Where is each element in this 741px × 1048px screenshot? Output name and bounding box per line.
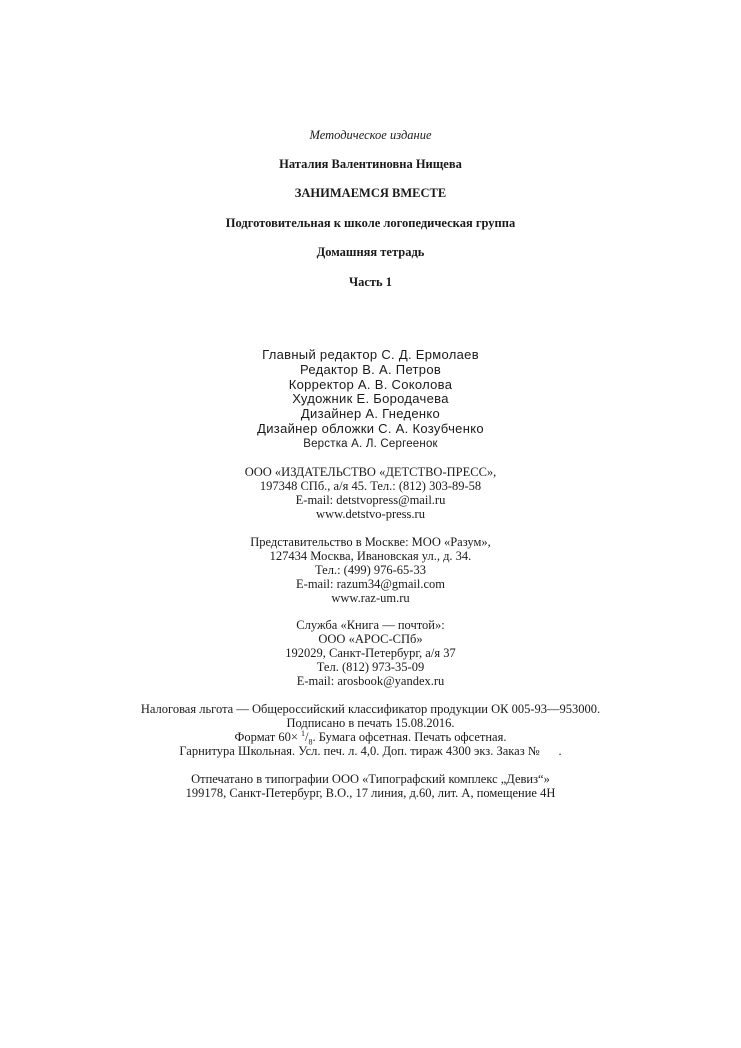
format-line: Формат $60\times ^1/_8$. Бумага офсетная. Печать офсетная. <box>234 728 507 747</box>
notebook-label: Домашняя тетрадь <box>316 245 425 259</box>
typeface-line: Гарнитура Школьная. Усл. печ. л. 4,0. Доп. тираж 4300 экз. Заказ № . <box>179 744 562 758</box>
publisher-website: www.detstvo-press.ru <box>316 507 425 521</box>
moscow-office-line: 127434 Москва, Ивановская ул., д. 34. <box>269 549 472 563</box>
edition-type: Методическое издание <box>309 128 432 142</box>
credit-line: Главный редактор С. Д. Ермолаев <box>262 347 479 362</box>
moscow-office-line: Представительство в Москве: МОО «Разум», <box>250 535 491 549</box>
publisher-line: ООО «ИЗДАТЕЛЬСТВО «ДЕТСТВО-ПРЕСС», <box>244 465 497 479</box>
publisher-line: 197348 СПб., а/я 45. Тел.: (812) 303-89-58 <box>259 479 482 493</box>
tax-exemption: Налоговая льгота — Общероссийский классификатор продукции ОК 005-93—953000. <box>140 702 601 716</box>
mail-service-line: 192029, Санкт-Петербург, а/я 37 <box>285 646 456 660</box>
credit-line: Дизайнер обложки С. А. Козубченко <box>257 421 484 436</box>
format-denominator: 8 <box>308 737 313 747</box>
signed-to-print: Подписано в печать 15.08.2016. <box>286 716 455 730</box>
mail-service-line: Тел. (812) 973-35-09 <box>316 660 425 674</box>
mail-service-line: ООО «АРОС-СПб» <box>318 632 423 646</box>
printing-house: Отпечатано в типографии ООО «Типографский комплекс „Девиз“» <box>191 772 550 786</box>
part-label: Часть 1 <box>348 275 393 289</box>
moscow-office-email: E-mail: razum34@gmail.com <box>296 577 445 591</box>
credit-line: Редактор В. А. Петров <box>299 362 442 377</box>
format-prefix: Формат 60× <box>234 730 298 744</box>
typeface-text: Гарнитура Школьная. Усл. печ. л. 4,0. Доп. тираж 4300 экз. Заказ № <box>179 744 540 758</box>
moscow-office-line: Тел.: (499) 976-65-33 <box>315 563 426 577</box>
author-name: Наталия Валентиновна Нищева <box>279 157 462 171</box>
credit-line: Художник Е. Бородачева <box>292 391 449 406</box>
format-suffix: . Бумага офсетная. Печать офсетная. <box>312 730 507 744</box>
mail-service-email: E-mail: arosbook@yandex.ru <box>296 674 445 688</box>
credit-line: Корректор А. В. Соколова <box>288 377 453 392</box>
credit-line: Верстка А. Л. Сергеенок <box>303 438 438 450</box>
book-title: ЗАНИМАЕМСЯ ВМЕСТЕ <box>294 186 447 200</box>
publisher-email: E-mail: detstvopress@mail.ru <box>295 493 446 507</box>
book-subtitle: Подготовительная к школе логопедическая группа <box>225 216 516 230</box>
printing-address: 199178, Санкт-Петербург, В.О., 17 линия, д.60, лит. А, помещение 4Н <box>185 786 556 800</box>
format-numerator: 1 <box>301 728 306 738</box>
credit-line: Дизайнер А. Гнеденко <box>300 406 441 421</box>
mail-service-line: Служба «Книга — почтой»: <box>296 618 445 632</box>
moscow-office-website: www.raz-um.ru <box>331 591 410 605</box>
